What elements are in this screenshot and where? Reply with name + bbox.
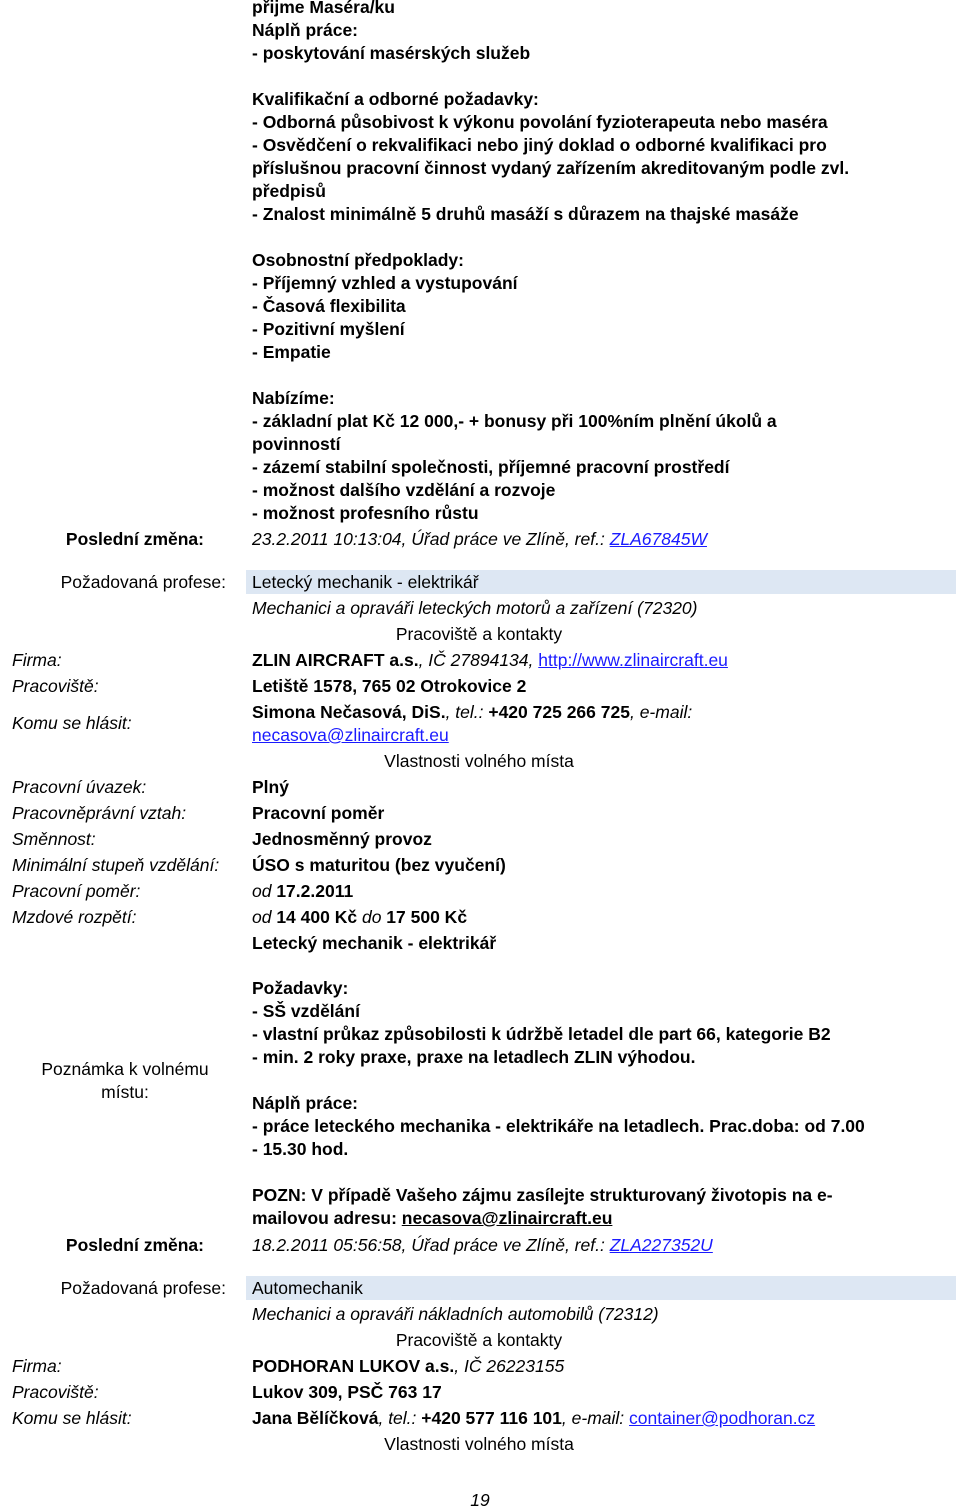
- contact-email-link[interactable]: container@podhoran.cz: [629, 1408, 816, 1428]
- desc-line: - Časová flexibilita: [252, 296, 406, 316]
- contact-phone: +420 577 116 101: [421, 1408, 562, 1428]
- desc-line: příslušnou pracovní činnost vydaný zařízením akreditovaným podle zvl.: [252, 158, 850, 178]
- desc-line: - Osvědčení o rekvalifikaci nebo jiný doklad o odborné kvalifikaci pro: [252, 135, 827, 155]
- section-props-heading: Vlastnosti volného místa: [384, 1434, 574, 1454]
- note-line-text: mailovou adresu:: [252, 1208, 402, 1228]
- profession-label: Požadovaná profese:: [60, 1278, 226, 1298]
- salary-from: od: [252, 907, 277, 927]
- note-label: Poznámka k volnému: [41, 1059, 209, 1079]
- note-line: - min. 2 roky praxe, praxe na letadlech ZLIN výhodou.: [252, 1047, 696, 1067]
- desc-line: - Pozitivní myšlení: [252, 319, 405, 339]
- profession-category: Mechanici a opraváři leteckých motorů a zařízení (72320): [252, 598, 698, 618]
- reference-link[interactable]: ZLA227352U: [609, 1235, 713, 1255]
- contact-tel-label: , tel.:: [378, 1408, 422, 1428]
- note-line: Náplň práce:: [252, 1093, 358, 1113]
- firm-value: [252, 1355, 564, 1378]
- contact-name: Jana Bělíčková: [252, 1408, 379, 1428]
- firm-value: [252, 649, 728, 672]
- contact-email-link[interactable]: necasova@zlinaircraft.eu: [252, 725, 449, 745]
- firm-ico: , IČ 26223155: [454, 1356, 565, 1376]
- desc-line: Kvalifikační a odborné požadavky:: [252, 89, 539, 109]
- desc-line: - poskytování masérských služeb: [252, 43, 531, 63]
- note-line: - SŠ vzdělání: [252, 1001, 360, 1021]
- page-number: 19: [470, 1490, 490, 1510]
- shift-label: Směnnost:: [12, 829, 96, 849]
- workplace-label: Pracoviště:: [12, 1382, 99, 1402]
- section-workplace-heading: Pracoviště a kontakty: [395, 1330, 563, 1350]
- contact-value: [252, 701, 692, 724]
- workload-label: Pracovní úvazek:: [12, 777, 147, 797]
- contact-name: Simona Nečasová, DiS.: [252, 702, 446, 722]
- desc-line: - Odborná působivost k výkonu povolání fyzioterapeuta nebo maséra: [252, 112, 828, 132]
- contact-tel-label: , tel.:: [445, 702, 489, 722]
- desc-line: Náplň práce:: [252, 20, 358, 40]
- note-line: POZN: V případě Vašeho zájmu zasílejte strukturovaný životopis na e-: [252, 1185, 833, 1205]
- last-change-value: [252, 1234, 713, 1257]
- desc-line: přijme Maséra/ku: [252, 0, 395, 17]
- contact-value: [252, 1407, 815, 1430]
- desc-line: - Příjemný vzhled a vystupování: [252, 273, 518, 293]
- salary-value: [252, 906, 467, 929]
- note-line: [252, 1207, 612, 1230]
- relation-value: Pracovní poměr: [252, 803, 385, 823]
- firm-label: Firma:: [12, 650, 62, 670]
- section-props-heading: Vlastnosti volného místa: [384, 751, 574, 771]
- firm-name: PODHORAN LUKOV a.s.: [252, 1356, 455, 1376]
- last-change-text: 23.2.2011 10:13:04, Úřad práce ve Zlíně, ref.:: [252, 529, 610, 549]
- desc-line: - možnost profesního růstu: [252, 503, 479, 523]
- workplace-address: Letiště 1578, 765 02 Otrokovice 2: [252, 676, 527, 696]
- workload-value: Plný: [252, 777, 289, 797]
- education-label: Minimální stupeň vzdělání:: [12, 855, 220, 875]
- salary-min: 14 400 Kč: [276, 907, 358, 927]
- last-change-label: Poslední změna:: [65, 529, 204, 549]
- reference-link[interactable]: ZLA67845W: [609, 529, 707, 549]
- desc-line: Osobnostní předpoklady:: [252, 250, 464, 270]
- employment-date: 17.2.2011: [276, 881, 354, 901]
- desc-line: - základní plat Kč 12 000,- + bonusy při 100%ním plnění úkolů a: [252, 411, 777, 431]
- salary-to: do: [357, 907, 387, 927]
- note-line: - práce leteckého mechanika - elektrikáře na letadlech. Prac.doba: od 7.00: [252, 1116, 865, 1136]
- note-line: - vlastní průkaz způsobilosti k údržbě letadel dle part 66, kategorie B2: [252, 1024, 831, 1044]
- section-workplace-heading: Pracoviště a kontakty: [395, 624, 563, 644]
- contact-label: Komu se hlásit:: [12, 713, 132, 733]
- last-change-text: 18.2.2011 05:56:58, Úřad práce ve Zlíně, ref.:: [252, 1235, 610, 1255]
- education-value: ÚSO s maturitou (bez vyučení): [252, 855, 506, 875]
- profession-category: Mechanici a opraváři nákladních automobilů (72312): [252, 1304, 659, 1324]
- firm-label: Firma:: [12, 1356, 62, 1376]
- note-line: Požadavky:: [252, 978, 349, 998]
- note-title: Letecký mechanik - elektrikář: [252, 933, 497, 953]
- workplace-label: Pracoviště:: [12, 676, 99, 696]
- profession-label: Požadovaná profese:: [60, 572, 226, 592]
- firm-ico: , IČ 27894134,: [418, 650, 539, 670]
- contact-mail-label: , e-mail:: [629, 702, 693, 722]
- employment-from: od: [252, 881, 277, 901]
- desc-line: předpisů: [252, 181, 326, 201]
- desc-line: - zázemí stabilní společnosti, příjemné pracovní prostředí: [252, 457, 730, 477]
- employment-value: [252, 880, 353, 903]
- desc-line: - možnost dalšího vzdělání a rozvoje: [252, 480, 556, 500]
- salary-label: Mzdové rozpětí:: [12, 907, 137, 927]
- desc-line: - Znalost minimálně 5 druhů masáží s důrazem na thajské masáže: [252, 204, 799, 224]
- desc-line: - Empatie: [252, 342, 331, 362]
- firm-name: ZLIN AIRCRAFT a.s.: [252, 650, 419, 670]
- salary-max: 17 500 Kč: [386, 907, 468, 927]
- desc-line: povinností: [252, 434, 341, 454]
- firm-website-link[interactable]: http://www.zlinaircraft.eu: [538, 650, 728, 670]
- note-line: - 15.30 hod.: [252, 1139, 349, 1159]
- note-label: místu:: [101, 1082, 149, 1102]
- desc-line: Nabízíme:: [252, 388, 335, 408]
- contact-mail-label: , e-mail:: [561, 1408, 630, 1428]
- contact-label: Komu se hlásit:: [12, 1408, 132, 1428]
- profession-name: Automechanik: [252, 1278, 363, 1298]
- last-change-label: Poslední změna:: [65, 1235, 204, 1255]
- note-email-link[interactable]: necasova@zlinaircraft.eu: [401, 1208, 613, 1228]
- contact-phone: +420 725 266 725: [488, 702, 630, 722]
- workplace-address: Lukov 309, PSČ 763 17: [252, 1382, 442, 1402]
- profession-name: Letecký mechanik - elektrikář: [252, 572, 479, 592]
- employment-label: Pracovní poměr:: [12, 881, 141, 901]
- shift-value: Jednosměnný provoz: [252, 829, 432, 849]
- relation-label: Pracovněprávní vztah:: [12, 803, 187, 823]
- last-change-value: [252, 528, 707, 551]
